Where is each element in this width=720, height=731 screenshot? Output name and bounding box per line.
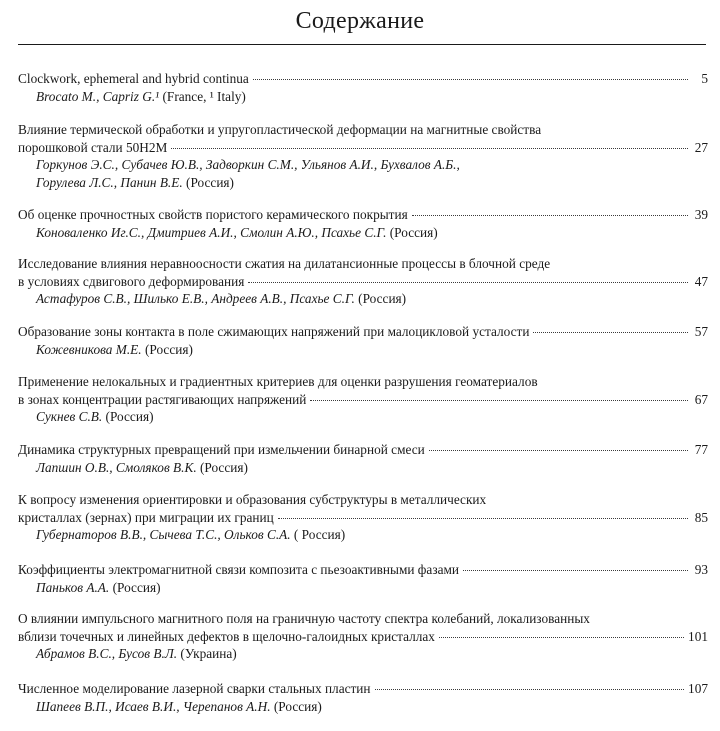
page-number: 107 xyxy=(688,681,708,696)
author-names: Лапшин О.В., Смоляков В.К. xyxy=(36,459,197,475)
entry-leader-line xyxy=(18,391,708,409)
author-country: ( Россия) xyxy=(290,527,346,542)
entry-authors xyxy=(18,526,708,544)
entry-leader-line xyxy=(18,323,708,341)
author-names: Горкунов Э.С., Субачев Ю.В., Задворкин С.М., Ульянов А.И., Бухвалов А.Б., xyxy=(36,157,460,172)
author-names: Шапеев В.П., Исаев В.И., Черепанов А.Н. xyxy=(36,698,271,714)
author-names: Сукнев С.В. xyxy=(36,409,103,424)
dot-leader xyxy=(412,215,688,216)
toc-entry[interactable] xyxy=(18,323,708,358)
page-number: 47 xyxy=(694,273,708,289)
dot-leader xyxy=(533,332,688,333)
page-number: 5 xyxy=(701,71,708,86)
entry-title-text: Численное моделирование лазерной сварки стальных пластин xyxy=(18,681,371,696)
entry-title-line: К вопросу изменения ориентировки и образования субструктуры в металлических xyxy=(18,492,487,507)
page-number: 39 xyxy=(694,207,708,222)
entry-authors xyxy=(18,698,708,716)
author-country: (Россия) xyxy=(109,579,161,595)
entry-authors xyxy=(18,290,708,308)
entry-title-text: порошковой стали 50Н2М xyxy=(18,139,168,155)
entry-title-text: в условиях сдвигового деформирования xyxy=(18,273,245,289)
toc-entry[interactable] xyxy=(18,206,708,241)
toc-entry[interactable] xyxy=(18,561,708,596)
author-names: Губернаторов В.В., Сычева Т.С., Ольков С.А. xyxy=(36,527,291,542)
author-names: Горулева Л.С., Панин В.Е. xyxy=(36,174,183,190)
entry-authors xyxy=(18,224,708,242)
page-number: 67 xyxy=(694,391,708,407)
author-names: Абрамов В.С., Бусов В.Л. xyxy=(36,646,178,661)
author-country: (Россия) xyxy=(141,341,193,357)
toc-entry[interactable] xyxy=(18,255,708,308)
toc-entry[interactable] xyxy=(18,373,708,426)
entry-title-text: Образование зоны контакта в поле сжимающих напряжений при малоцикловой усталости xyxy=(18,324,530,339)
entry-authors xyxy=(18,88,708,106)
author-names: Кожевникова М.Е. xyxy=(36,341,142,357)
entry-leader-line xyxy=(18,441,708,459)
page-number: 101 xyxy=(688,628,708,644)
entry-authors xyxy=(18,156,708,174)
author-country: (Россия) xyxy=(270,698,322,714)
entry-title-text: Динамика структурных превращений при измельчении бинарной смеси xyxy=(18,442,425,457)
entry-title-text: в зонах концентрации растягивающих напряжений xyxy=(18,391,307,407)
page-number: 27 xyxy=(694,139,708,155)
entry-authors xyxy=(18,174,708,192)
page-number: 85 xyxy=(694,509,708,525)
author-country: (Украина) xyxy=(177,646,237,661)
toc-entry[interactable] xyxy=(18,441,708,476)
entry-title-line: Влияние термической обработки и упругопластической деформации на магнитные свойства xyxy=(18,122,542,137)
entry-title-text: вблизи точечных и линейных дефектов в щелочно-галоидных кристаллах xyxy=(18,628,435,644)
dot-leader xyxy=(171,148,688,149)
author-names: Brocato M., Capriz G.¹ xyxy=(36,88,160,104)
entry-authors xyxy=(18,459,708,477)
toc-entry[interactable] xyxy=(18,491,708,544)
author-country: (France, ¹ Italy) xyxy=(159,88,246,104)
entry-leader-line xyxy=(18,70,708,88)
entry-leader-line xyxy=(18,628,708,646)
title-rule xyxy=(18,44,706,45)
author-country: (Россия) xyxy=(102,409,154,424)
dot-leader xyxy=(310,400,688,401)
author-names: Астафуров С.В., Шилько Е.В., Андреев А.В., Псахье С.Г. xyxy=(36,291,355,306)
entry-title-text: Об оценке прочностных свойств пористого керамического покрытия xyxy=(18,207,408,222)
author-country: (Россия) xyxy=(354,291,407,306)
author-names: Коноваленко Иг.С., Дмитриев А.И., Смолин А.Ю., Псахье С.Г. xyxy=(36,224,387,240)
toc-entry[interactable] xyxy=(18,70,708,105)
entry-title-text: кристаллах (зернах) при миграции их границ xyxy=(18,509,274,525)
entry-title-line: Исследование влияния неравноосности сжатия на дилатансионные процессы в блочной среде xyxy=(18,256,551,271)
entry-authors xyxy=(18,579,708,597)
page-number: 77 xyxy=(694,442,708,457)
dot-leader xyxy=(278,518,688,519)
toc-entry[interactable] xyxy=(18,121,708,191)
entry-authors xyxy=(18,341,708,359)
author-country: (Россия) xyxy=(386,224,438,240)
page-number: 93 xyxy=(694,562,708,577)
dot-leader xyxy=(439,637,684,638)
dot-leader xyxy=(429,450,688,451)
entry-title-text: Коэффициенты электромагнитной связи композита с пьезоактивными фазами xyxy=(18,562,459,577)
toc-entry[interactable] xyxy=(18,610,708,663)
page-number: 57 xyxy=(694,324,708,339)
author-country: (Россия) xyxy=(182,174,234,190)
entry-leader-line xyxy=(18,139,708,157)
dot-leader xyxy=(248,282,688,283)
entry-title-line: Применение нелокальных и градиентных критериев для оценки разрушения геоматериалов xyxy=(18,374,538,389)
toc-entry[interactable] xyxy=(18,680,708,715)
entry-authors xyxy=(18,645,708,663)
entry-leader-line xyxy=(18,680,708,698)
dot-leader xyxy=(463,570,688,571)
entry-leader-line xyxy=(18,509,708,527)
entry-authors xyxy=(18,408,708,426)
entry-title-line: О влиянии импульсного магнитного поля на граничную частоту спектра колебаний, локализованных xyxy=(18,611,590,626)
author-names: Паньков А.А. xyxy=(36,579,110,595)
page-title: Содержание xyxy=(295,8,425,34)
entry-leader-line xyxy=(18,273,708,291)
dot-leader xyxy=(375,689,685,690)
entry-leader-line xyxy=(18,561,708,579)
entry-title-text: Clockwork, ephemeral and hybrid continua xyxy=(18,71,249,86)
entry-leader-line xyxy=(18,206,708,224)
author-country: (Россия) xyxy=(196,459,248,475)
dot-leader xyxy=(253,79,688,80)
